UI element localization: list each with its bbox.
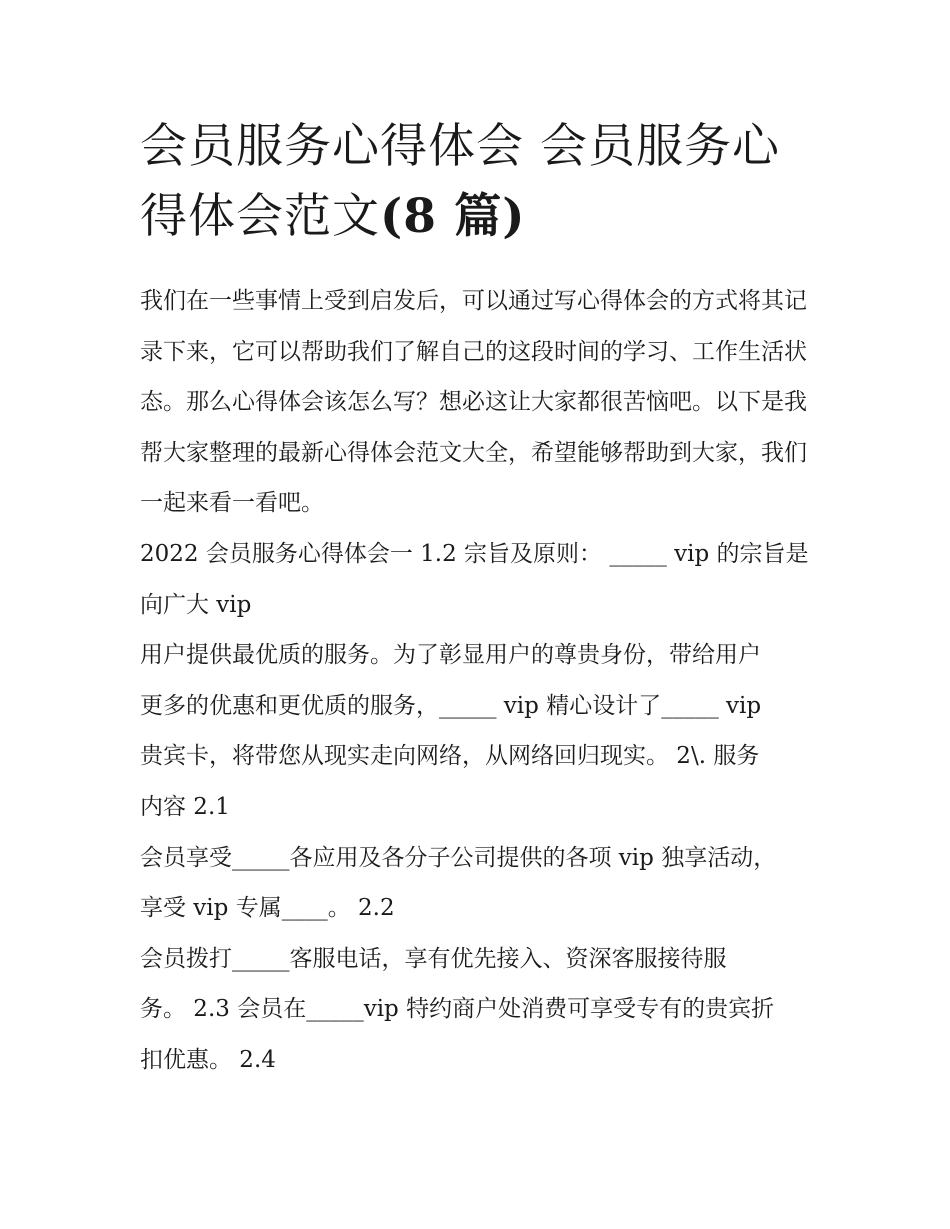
intro-paragraph: 我们在一些事情上受到启发后，可以通过写心得体会的方式将其记录下来，它可以帮助我们了解自己的这段时间的学习、工作生活状态。那么心得体会该怎么写？想必这让大家都很苦恼吧。以下是我帮大家整理的最新心得体会范文大全，希望能够帮助到大家，我们一起来看一看吧。	[140, 288, 807, 517]
title-line-2-text: 得体会范文	[140, 189, 380, 244]
body-line: 用户提供最优质的服务。为了彰显用户的尊贵身份，带给用户	[140, 642, 761, 669]
document-title	[140, 112, 815, 252]
body-line: 2022 会员服务心得体会一 1.2 宗旨及原则： _____ vip 的宗旨是	[140, 540, 809, 567]
body-line: 会员享受_____各应用及各分子公司提供的各项 vip 独享活动，	[140, 844, 777, 871]
body-line: 向广大 vip	[140, 591, 252, 618]
body-text	[140, 529, 815, 1086]
body-line: 务。 2.3 会员在_____vip 特约商户处消费可享受专有的贵宾折	[140, 996, 775, 1023]
title-line-1: 会员服务心得体会 会员服务心	[140, 119, 780, 174]
body-line: 享受 vip 专属____。 2.2	[140, 895, 395, 922]
body-line: 扣优惠。 2.4	[140, 1046, 276, 1073]
body-line: 更多的优惠和更优质的服务，_____ vip 精心设计了_____ vip	[140, 692, 762, 719]
title-count: (8 篇)	[380, 189, 526, 244]
body-line: 会员拨打_____客服电话，享有优先接入、资深客服接待服	[140, 945, 727, 972]
body-line: 贵宾卡，将带您从现实走向网络，从网络回归现实。 2\. 服务	[140, 743, 760, 770]
document-page	[140, 112, 815, 1086]
body-line: 内容 2.1	[140, 793, 230, 820]
